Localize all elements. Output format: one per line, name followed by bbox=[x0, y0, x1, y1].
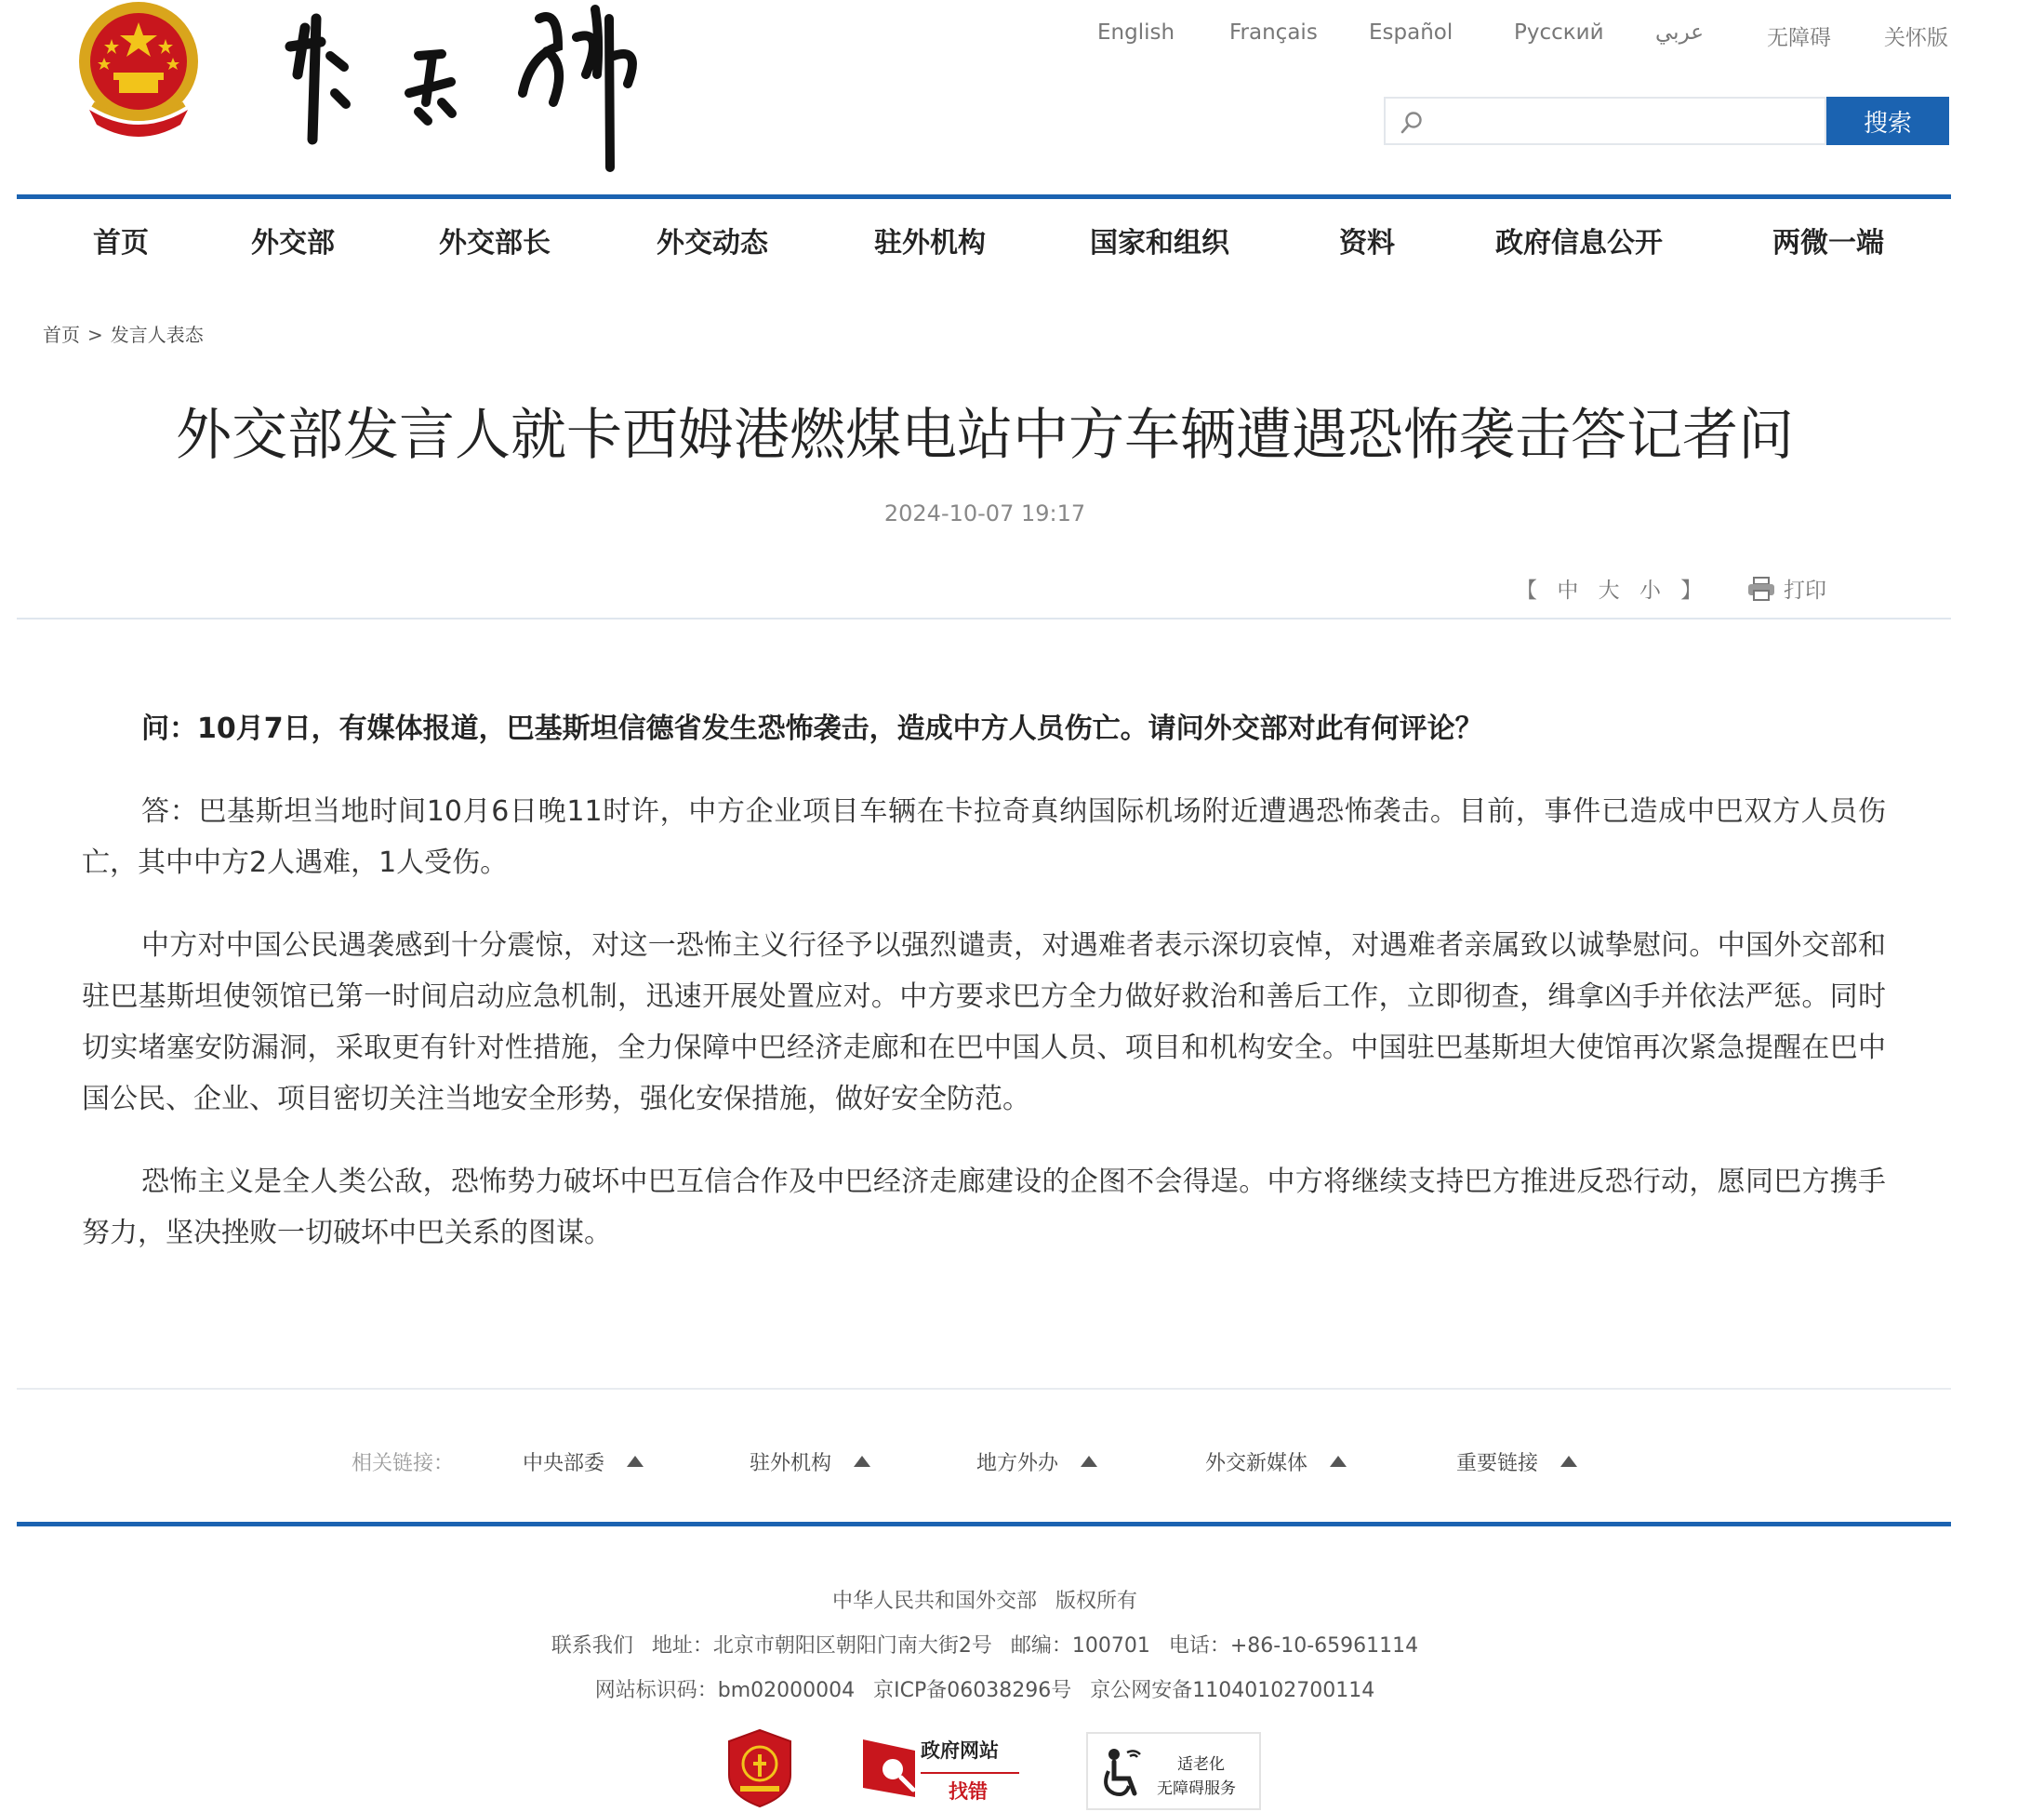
footer-postcode: 邮编：100701 bbox=[1010, 1634, 1150, 1658]
national-emblem-icon[interactable] bbox=[71, 0, 206, 140]
font-size-bracket-close: 】 bbox=[1680, 579, 1703, 603]
nav-item-home[interactable]: 首页 bbox=[93, 227, 149, 260]
article-paragraph: 中方对中国公民遇袭感到十分震惊，对这一恐怖主义行径予以强烈谴责，对遇难者表示深切哀悼，对遇难者亲属致以诚挚慰问。中国外交部和驻巴基斯坦使领馆已第一时间启动应急机制，迅速开展处置应对。中方要求巴方全力做好救治和善后工作，立即彻查，缉拿凶手并依法严惩。同时切实堵塞安防漏洞，采取更有针对性措施，全力保障中巴经济走廊和在巴中国人员、项目和机构安全。中国驻巴基斯坦大使馆再次紧急提醒在巴中国公民、企业、项目密切关注当地安全形势，强化安保措施，做好安全防范。 bbox=[82, 929, 1886, 1115]
related-link-label: 中央部委 bbox=[523, 1452, 605, 1475]
article-body bbox=[82, 703, 1886, 1290]
search-button[interactable]: 搜索 bbox=[1826, 97, 1949, 145]
wheelchair-icon bbox=[1097, 1747, 1144, 1803]
nav-item-resources[interactable]: 资料 bbox=[1339, 227, 1395, 260]
footer-top-border bbox=[17, 1522, 1951, 1526]
caret-up-icon bbox=[627, 1456, 644, 1467]
print-label: 打印 bbox=[1784, 579, 1826, 603]
article-date: 2024-10-07 19:17 bbox=[883, 500, 1086, 526]
search-icon bbox=[1399, 110, 1425, 136]
caret-up-icon bbox=[1560, 1456, 1577, 1467]
footer-copyright bbox=[0, 1585, 1970, 1614]
lang-french-link[interactable]: Français bbox=[1229, 20, 1318, 45]
print-button[interactable] bbox=[1746, 573, 1826, 604]
printer-icon bbox=[1746, 576, 1776, 602]
footer-org-name: 中华人民共和国外交部 bbox=[831, 1590, 1037, 1613]
accessibility-service-badge[interactable] bbox=[1086, 1732, 1261, 1810]
caret-up-icon bbox=[1330, 1456, 1347, 1467]
related-links-divider bbox=[17, 1388, 1951, 1390]
caret-up-icon bbox=[854, 1456, 870, 1467]
ministry-logo[interactable] bbox=[279, 0, 651, 177]
article-title: 外交部发言人就卡西姆港燃煤电站中方车辆遭遇恐怖袭击答记者问 bbox=[176, 403, 1794, 468]
breadcrumb-current-link[interactable]: 发言人表态 bbox=[110, 324, 204, 346]
footer-registration bbox=[0, 1674, 1970, 1703]
footer-address: 地址：北京市朝阳区朝阳门南大街2号 bbox=[651, 1634, 992, 1658]
gov-site-sub-label: 找错 bbox=[949, 1780, 988, 1803]
related-link-label: 地方外办 bbox=[976, 1452, 1059, 1475]
footer-police-record[interactable]: 京公网安备11040102700114 bbox=[1090, 1679, 1375, 1702]
article-tools bbox=[1516, 573, 1869, 606]
lang-arabic-link[interactable]: عربي bbox=[1655, 20, 1704, 45]
nav-top-border bbox=[17, 194, 1951, 199]
elderly-mode-link[interactable]: 关怀版 bbox=[1884, 26, 1948, 50]
related-link-central-ministries[interactable] bbox=[523, 1447, 644, 1476]
related-link-label: 驻外机构 bbox=[750, 1452, 832, 1475]
nav-item-countries-orgs[interactable]: 国家和组织 bbox=[1090, 227, 1229, 260]
accessibility-line2: 无障碍服务 bbox=[1157, 1779, 1236, 1798]
related-links-label: 相关链接： bbox=[352, 1452, 455, 1475]
nav-item-diplomatic-news[interactable]: 外交动态 bbox=[657, 227, 768, 260]
footer-phone: 电话：+86-10-65961114 bbox=[1168, 1634, 1419, 1658]
article-paragraph: 恐怖主义是全人类公敌，恐怖势力破坏中巴互信合作及中巴经济走廊建设的企图不会得逞。中方将继续支持巴方推进反恐行动，愿同巴方携手努力，坚决挫败一切破坏中巴关系的图谋。 bbox=[82, 1166, 1886, 1249]
nav-item-gov-info[interactable]: 政府信息公开 bbox=[1495, 227, 1663, 260]
breadcrumb bbox=[43, 320, 204, 347]
breadcrumb-separator: > bbox=[87, 324, 103, 346]
nav-item-minister[interactable]: 外交部长 bbox=[439, 227, 551, 260]
footer-rights: 版权所有 bbox=[1055, 1590, 1138, 1613]
font-size-bracket-open: 【 bbox=[1516, 579, 1537, 603]
search-input[interactable] bbox=[1434, 102, 1819, 141]
language-bar bbox=[1097, 20, 1953, 58]
related-link-label: 外交新媒体 bbox=[1205, 1452, 1308, 1475]
caret-up-icon bbox=[1081, 1456, 1097, 1467]
article-question: 问：10月7日，有媒体报道，巴基斯坦信德省发生恐怖袭击，造成中方人员伤亡。请问外交部对此有何评论？ bbox=[141, 713, 1483, 745]
nav-item-social-media[interactable]: 两微一端 bbox=[1772, 227, 1884, 260]
gov-site-label: 政府网站 bbox=[921, 1739, 999, 1762]
footer-icp[interactable]: 京ICP备06038296号 bbox=[873, 1679, 1072, 1702]
gov-site-report-badge[interactable] bbox=[856, 1732, 1023, 1810]
lang-english-link[interactable]: English bbox=[1097, 20, 1175, 45]
related-link-local-offices[interactable] bbox=[976, 1447, 1097, 1476]
nav-item-ministry[interactable]: 外交部 bbox=[251, 227, 335, 260]
accessibility-line1: 适老化 bbox=[1177, 1755, 1225, 1774]
font-size-medium-option[interactable]: 中 bbox=[1557, 579, 1579, 603]
related-link-missions[interactable] bbox=[750, 1447, 870, 1476]
related-link-label: 重要链接 bbox=[1456, 1452, 1539, 1475]
font-size-small-option[interactable]: 小 bbox=[1639, 579, 1661, 603]
related-link-important[interactable] bbox=[1456, 1447, 1577, 1476]
related-link-new-media[interactable] bbox=[1205, 1447, 1347, 1476]
lang-spanish-link[interactable]: Español bbox=[1369, 20, 1453, 45]
article-header-divider bbox=[17, 618, 1951, 620]
search-box bbox=[1384, 97, 1826, 145]
accessibility-link[interactable]: 无障碍 bbox=[1767, 26, 1831, 50]
article-paragraph: 答：巴基斯坦当地时间10月6日晚11时许，中方企业项目车辆在卡拉奇真纳国际机场附近遭遇恐怖袭击。目前，事件已造成中巴双方人员伤亡，其中中方2人遇难，1人受伤。 bbox=[82, 795, 1886, 879]
footer-site-id: 网站标识码：bm02000004 bbox=[594, 1679, 856, 1702]
font-size-selector bbox=[1516, 573, 1715, 604]
footer-contact bbox=[0, 1630, 1970, 1659]
footer-contact-link[interactable]: 联系我们 bbox=[551, 1634, 633, 1658]
font-size-large-option[interactable]: 大 bbox=[1598, 579, 1620, 603]
nav-item-missions-abroad[interactable]: 驻外机构 bbox=[874, 227, 986, 260]
lang-russian-link[interactable]: Русский bbox=[1514, 20, 1604, 45]
breadcrumb-home-link[interactable]: 首页 bbox=[43, 324, 80, 346]
